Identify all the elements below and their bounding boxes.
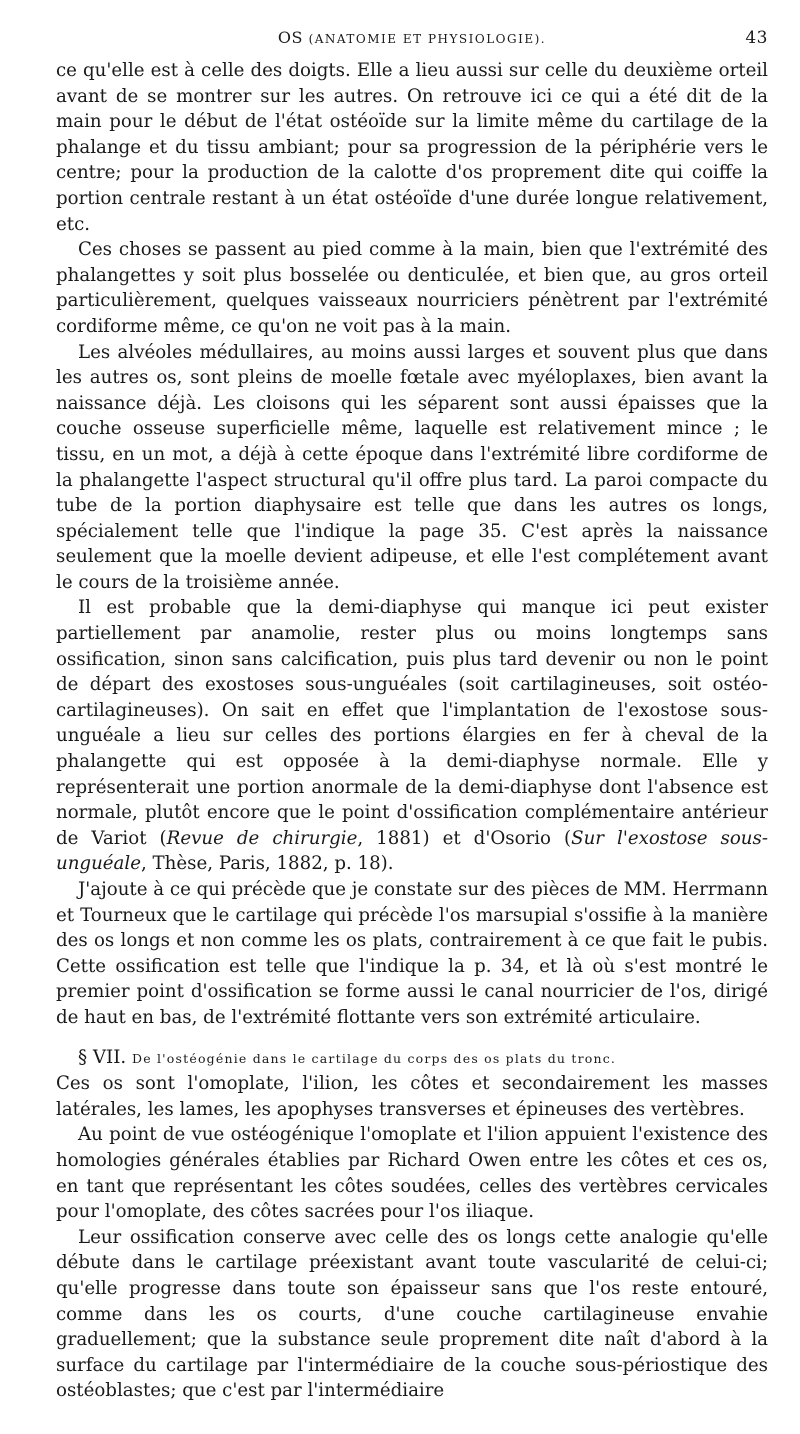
paragraph-5: J'ajoute à ce qui précède que je constate sur des pièces de MM. Herrmann et Tourneux que le cartilage qui précède l'os marsupial s'ossifie à la manière des os longs et non comme les os plats, contrairement à ce que fait le pubis. Cette ossification est telle que l'indique la p. 34, et là où s'est montré le premier point d'ossification se forme aussi le canal nourricier de l'os, dirigé de haut en bas, de l'extrémité flottante vers son extrémité articulaire. [56,879,768,1028]
citation-revue-de-chirurgie: Revue de chirurgie [166,827,358,849]
section-paragraph-3: Leur ossification conserve avec celle des os longs cette analogie qu'elle débute dans le cartilage préexistant avant toute vascularité de celui-ci; qu'elle progresse dans toute son épaisseur sans que l'os reste entouré, comme dans les os courts, d'une couche cartilagineuse envahie graduellement; que la substance seule proprement dite naît d'abord à la surface du cartilage par l'intermédiaire de la couche sous-périostique des ostéoblastes; que c'est par l'intermédiaire [56,1226,768,1402]
citation-exostose-sous-ungueale: Sur l'exostose sous-unguéale [56,827,768,875]
section-paragraph-2: Au point de vue ostéogénique l'omoplate et l'ilion appuient l'existence des homologies générales établies par Richard Owen entre les côtes et ces os, en tant que représentant les côtes soudées, celles des vertèbres cervicales pour l'omoplate, des côtes sacrées pour l'os iliaque. [56,1124,768,1223]
paragraph-2: Ces choses se passent au pied comme à la main, bien que l'extrémité des phalangettes y soit plus bosselée ou denticulée, et bien que, au gros orteil particulièrement, quelques vaisseaux nourriciers pénètrent par l'extrémité cordiforme même, ce qu'on ne voit pas à la main. [56,239,768,337]
section-vii [56,1045,768,1404]
paragraph-4-part-3: , Thèse, Paris, 1882, p. 18). [140,853,394,875]
header-title [278,28,546,47]
section-number: § VII. [78,1046,127,1068]
paragraph-4-part-1: Il est probable que la demi-diaphyse qui manque ici peut exister partiellement par anamolie, rester plus ou moins longtemps sans ossification, sinon sans calcification, puis plus tard devenir ou non le point de départ des exostoses sous-unguéales (soit cartilagineuses, soit ostéo-cartilagineuses). On sait en effet que l'implantation de l'exostose sous-unguéale a lieu sur celles des portions élargies en fer à cheval de la phalangette qui est opposée à la demi-diaphyse normale. Elle y représenterait une portion anormale de la demi-diaphyse dont l'absence est normale, plutôt encore que le point d'ossification complémentaire antérieur de Variot ( [56,597,768,849]
document-page [56,28,768,1404]
section-title: De l'ostéogénie dans le cartilage du corps des os plats du tronc. [131,1050,617,1066]
paragraph-4 [56,595,768,877]
page-number: 43 [745,28,768,48]
paragraph-3: Les alvéoles médullaires, au moins aussi larges et souvent plus que dans les autres os, sont pleins de moelle fœtale avec myéloplaxes, bien avant la naissance déjà. Les cloisons qui les séparent sont aussi épaisses que la couche osseuse superficielle même, laquelle est relativement mince ; le tissu, en un mot, a déjà à cette époque dans l'extrémité libre cordiforme de la phalangette l'aspect structural qu'il offre plus tard. La paroi compacte du tube de la portion diaphysaire est telle que dans les autres os longs, spécialement telle que l'indique la page 35. C'est après la naissance seulement que la moelle devient adipeuse, et elle l'est complétement avant le cours de la troisième année. [56,341,768,593]
body-text [56,58,768,1404]
header-title-sub: (ANATOMIE ET PHYSIOLOGIE). [308,32,547,46]
running-header [56,28,768,58]
header-title-main: OS [277,28,303,47]
section-paragraph-1: Ces os sont l'omoplate, l'ilion, les côtes et secondairement les masses latérales, les lames, les apophyses transverses et épineuses des vertèbres. [56,1073,768,1120]
paragraph-1: ce qu'elle est à celle des doigts. Elle a lieu aussi sur celle du deuxième orteil avant de se montrer sur les autres. On retrouve ici ce qui a été dit de la main pour le début de l'état ostéoïde sur la limite même du cartilage de la phalange et du tissu ambiant; pour sa progression de la périphérie vers le centre; pour la production de la calotte d'os proprement dite qui coiffe la portion centrale restant à un état ostéoïde d'une durée longue relativement, etc. [56,60,768,235]
section-heading [56,1045,768,1072]
paragraph-4-part-2: , 1881) et d'Osorio ( [357,827,572,849]
